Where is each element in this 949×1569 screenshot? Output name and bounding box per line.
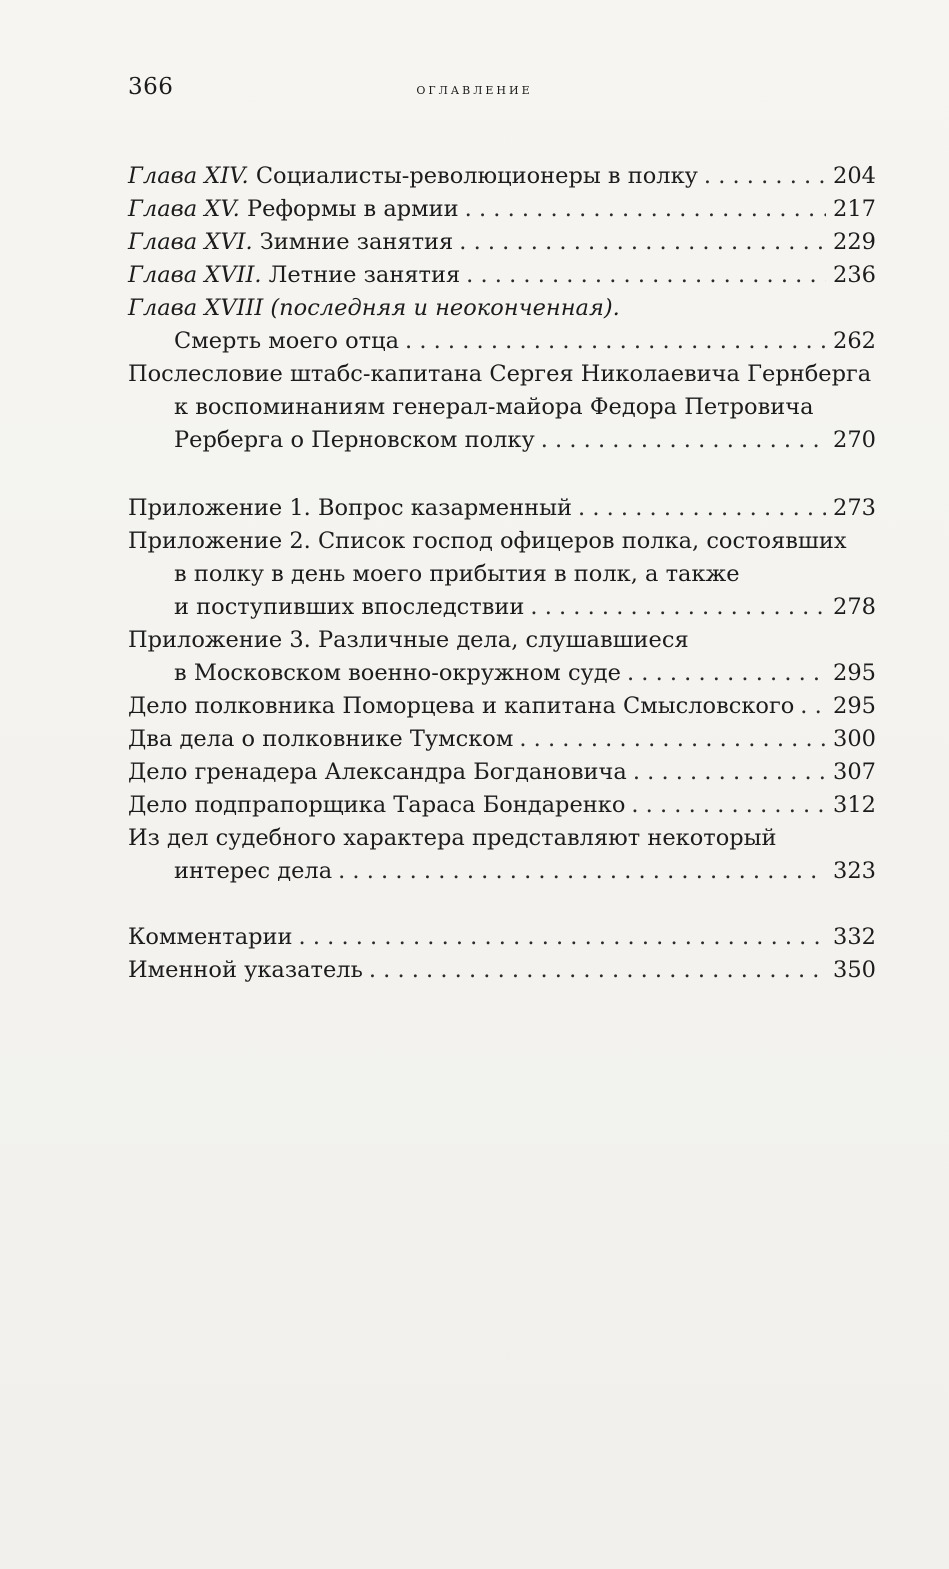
section-spacer bbox=[128, 888, 876, 921]
toc-entry-prefix: Глава XVII. bbox=[128, 262, 262, 288]
toc-entry[interactable] bbox=[128, 921, 876, 954]
toc-entry-title: Дело гренадера Александра Богдановича bbox=[128, 759, 627, 785]
toc-entry[interactable] bbox=[128, 492, 876, 525]
toc-entry[interactable] bbox=[128, 591, 876, 624]
toc-entry[interactable] bbox=[128, 226, 876, 259]
table-of-contents bbox=[128, 160, 876, 987]
page-number: 366 bbox=[128, 74, 174, 100]
leader-dots bbox=[627, 657, 826, 690]
leader-dots bbox=[578, 492, 826, 525]
toc-entry-page: 307 bbox=[833, 759, 876, 785]
toc-entry-title: Реформы в армии bbox=[239, 196, 459, 222]
toc-entry-page: 295 bbox=[833, 693, 876, 719]
leader-dots bbox=[704, 160, 826, 193]
toc-entry[interactable] bbox=[128, 954, 876, 987]
toc-entry-page: 300 bbox=[833, 726, 876, 752]
leader-dots bbox=[800, 690, 826, 723]
leader-dots bbox=[466, 259, 826, 292]
toc-entry-title: Именной указатель bbox=[128, 957, 363, 983]
toc-entry[interactable] bbox=[128, 756, 876, 789]
leader-dots bbox=[530, 591, 826, 624]
toc-entry-prefix: Глава XIV. bbox=[128, 163, 249, 189]
toc-entry-page: 236 bbox=[833, 262, 876, 288]
toc-entry-title: Два дела о полковнике Тумском bbox=[128, 726, 514, 752]
toc-entry-page: 323 bbox=[833, 858, 876, 884]
toc-entry[interactable] bbox=[128, 193, 876, 226]
toc-entry-continuation bbox=[128, 391, 876, 424]
leader-dots bbox=[631, 789, 826, 822]
toc-entry-prefix: Глава XVI. bbox=[128, 229, 253, 255]
toc-entry-prefix: Глава XV. bbox=[128, 196, 240, 222]
running-title: оглавление bbox=[416, 80, 533, 98]
leader-dots bbox=[338, 855, 826, 888]
toc-entry-title: Послесловие штабс-капитана Сергея Николаевича Гернберга bbox=[128, 361, 872, 387]
toc-entry-heading bbox=[128, 525, 876, 558]
toc-entry[interactable] bbox=[128, 855, 876, 888]
toc-entry-page: 273 bbox=[833, 495, 876, 521]
toc-entry-heading bbox=[128, 292, 876, 325]
leader-dots bbox=[405, 325, 826, 358]
leader-dots bbox=[459, 226, 826, 259]
toc-entry-title: Дело подпрапорщика Тараса Бондаренко bbox=[128, 792, 626, 818]
leader-dots bbox=[519, 723, 826, 756]
toc-entry-page: 332 bbox=[833, 924, 876, 950]
toc-entry[interactable] bbox=[128, 789, 876, 822]
toc-entry[interactable] bbox=[128, 325, 876, 358]
toc-entry-page: 229 bbox=[833, 229, 876, 255]
toc-entry[interactable] bbox=[128, 657, 876, 690]
toc-entry-page: 295 bbox=[833, 660, 876, 686]
toc-entry-page: 217 bbox=[833, 196, 876, 222]
toc-entry-title: Комментарии bbox=[128, 924, 293, 950]
toc-entry-heading bbox=[128, 358, 876, 391]
toc-entry-page: 262 bbox=[833, 328, 876, 354]
toc-entry-title: Приложение 2. Список господ офицеров полка, состоявших bbox=[128, 528, 847, 554]
toc-entry[interactable] bbox=[128, 424, 876, 457]
toc-entry-title: и поступивших впоследствии bbox=[174, 594, 525, 620]
toc-entry-heading bbox=[128, 822, 876, 855]
toc-entry[interactable] bbox=[128, 259, 876, 292]
toc-entry-title: Социалисты-революционеры в полку bbox=[248, 163, 698, 189]
toc-entry-page: 350 bbox=[833, 957, 876, 983]
toc-entry-title: Дело полковника Поморцева и капитана Смысловского bbox=[128, 693, 795, 719]
leader-dots bbox=[541, 424, 826, 457]
toc-entry-title: интерес дела bbox=[174, 858, 333, 884]
toc-entry[interactable] bbox=[128, 690, 876, 723]
toc-entry-title: Приложение 1. Вопрос казарменный bbox=[128, 495, 573, 521]
leader-dots bbox=[369, 954, 826, 987]
toc-entry-title: в полку в день моего прибытия в полк, а также bbox=[174, 561, 740, 587]
leader-dots bbox=[299, 921, 826, 954]
toc-entry[interactable] bbox=[128, 723, 876, 756]
toc-entry-page: 270 bbox=[833, 427, 876, 453]
toc-entry-page: 204 bbox=[833, 163, 876, 189]
toc-entry-title: Зимние занятия bbox=[252, 229, 454, 255]
toc-entry[interactable] bbox=[128, 160, 876, 193]
toc-entry-prefix: Глава XVIII (последняя и неоконченная). bbox=[128, 295, 620, 321]
toc-entry-title: Летние занятия bbox=[261, 262, 461, 288]
toc-entry-title: Рерберга о Перновском полку bbox=[174, 427, 535, 453]
toc-entry-heading bbox=[128, 624, 876, 657]
toc-entry-page: 278 bbox=[833, 594, 876, 620]
section-spacer bbox=[128, 457, 876, 492]
toc-entry-title: Смерть моего отца bbox=[174, 328, 400, 354]
toc-entry-continuation bbox=[128, 558, 876, 591]
toc-entry-page: 312 bbox=[833, 792, 876, 818]
toc-entry-title: к воспоминаниям генерал-майора Федора Петровича bbox=[174, 394, 814, 420]
leader-dots bbox=[465, 193, 826, 226]
leader-dots bbox=[633, 756, 826, 789]
toc-entry-title: Из дел судебного характера представляют некоторый bbox=[128, 825, 777, 851]
toc-entry-title: Приложение 3. Различные дела, слушавшиеся bbox=[128, 627, 689, 653]
toc-entry-title: в Московском военно-окружном суде bbox=[174, 660, 621, 686]
